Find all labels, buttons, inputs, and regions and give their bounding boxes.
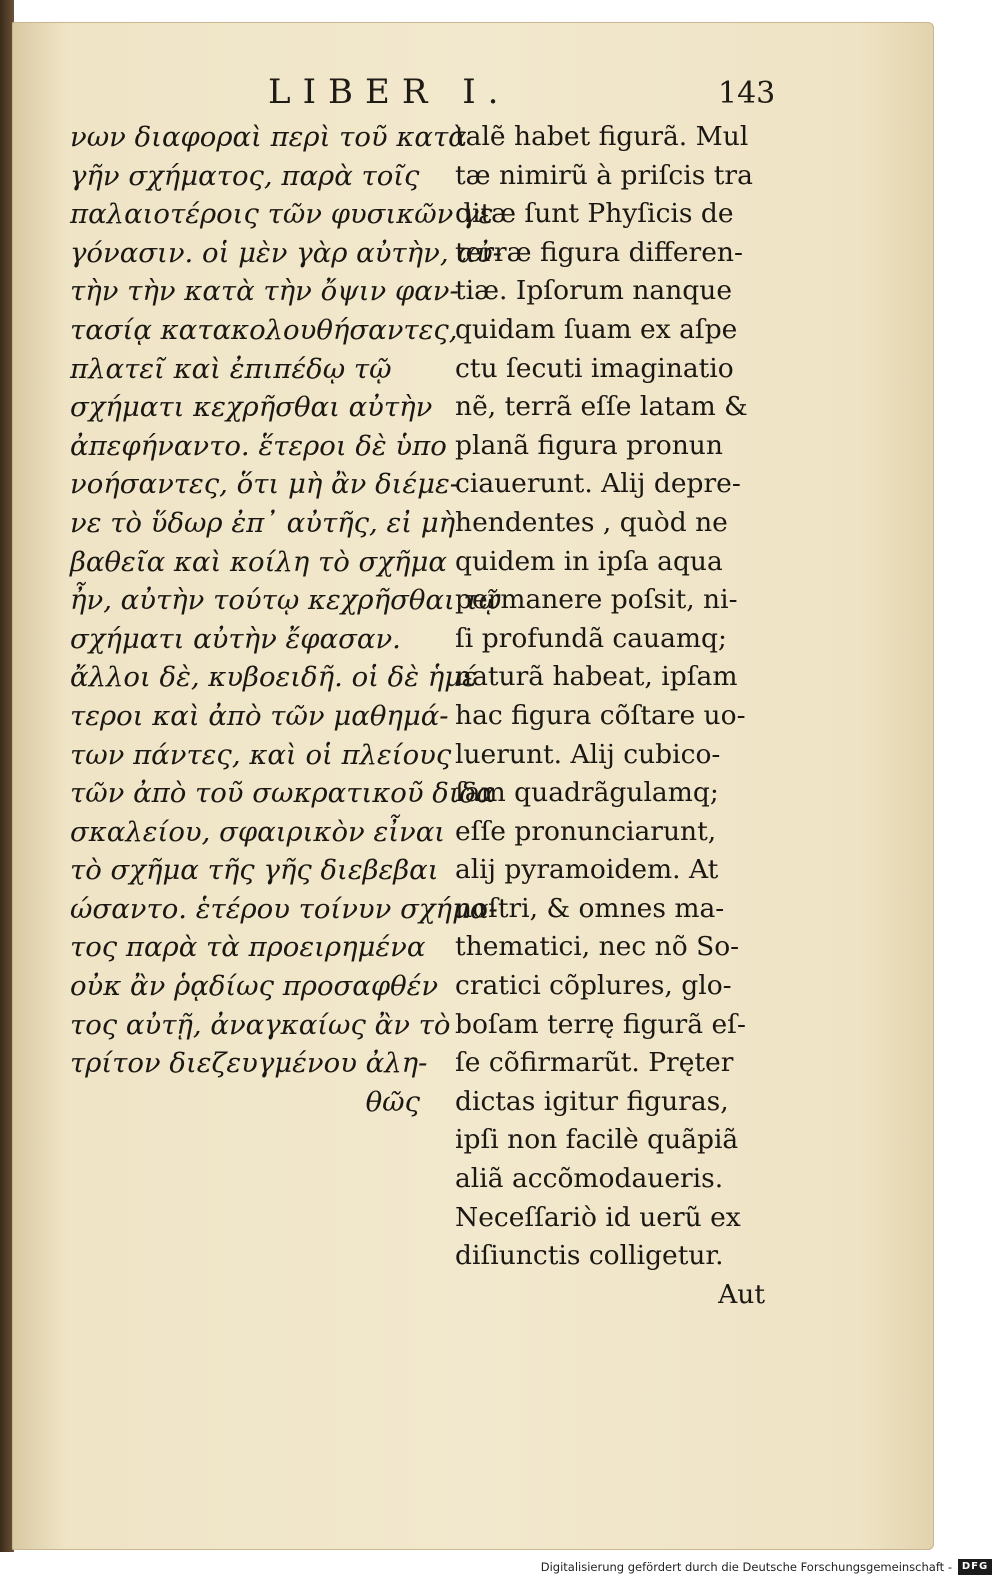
latin-line: ditæ ſunt Phyſicis de [455, 198, 734, 230]
latin-line: diſiunctis colligetur. [455, 1240, 724, 1272]
greek-line: των πάντες, καὶ οἱ πλείους [70, 738, 452, 771]
latin-line: naturã habeat, ipſam [455, 661, 738, 693]
latin-line: hendentes , quòd ne [455, 506, 728, 538]
dfg-logo: DFG [958, 1559, 992, 1575]
latin-line: tæ nimirũ à priſcis tra [455, 159, 753, 191]
greek-line: σχήματι κεχρῆσθαι αὐτὴν [70, 391, 433, 424]
latin-line: dictas igitur figuras, [455, 1085, 729, 1117]
latin-line: terræ figura differen- [455, 236, 743, 268]
latin-line: thematici, nec nõ So- [455, 931, 740, 963]
greek-line: νε τὸ ὕδωρ ἐπ᾽ αὐτῆς, εἰ μὴ [70, 506, 456, 539]
greek-line: τὴν τὴν κατὰ τὴν ὄψιν φαν- [70, 275, 459, 308]
latin-line: quidem in ipſa aqua [455, 545, 723, 577]
latin-line: aliã accõmodaueris. [455, 1163, 724, 1195]
digitization-footer [0, 1552, 1000, 1588]
greek-line: ἀπεφήναντο. ἕτεροι δὲ ὑπο [70, 429, 447, 462]
latin-line: ciauerunt. Alij depre- [455, 468, 741, 500]
latin-line: alij pyramoidem. At [455, 854, 719, 886]
greek-line: γόνασιν. οἱ μὲν γὰρ αὐτὴν, αὐ- [70, 236, 502, 269]
greek-line: σχήματι αὐτὴν ἔφασαν. [70, 622, 401, 655]
greek-line: τρίτον διεζευγμένου ἀλη- [70, 1047, 428, 1080]
greek-line: θῶς [365, 1085, 420, 1118]
latin-line: planã figura pronun [455, 429, 723, 461]
greek-text-column [70, 118, 502, 1121]
latin-text-column [455, 118, 775, 1314]
latin-line: Neceſſariò id uerũ ex [455, 1201, 741, 1233]
greek-line: βαθεῖα καὶ κοίλη τὸ σχῆμα [70, 545, 447, 578]
running-head [0, 72, 934, 122]
greek-line: γῆν σχήματος, παρὰ τοῖς [70, 159, 420, 192]
running-head-title: LIBER I. [268, 72, 511, 112]
latin-line: nẽ, terrã eſſe latam & [455, 391, 748, 423]
greek-line: οὐκ ἂν ῥᾳδίως προσαφθέν [70, 970, 439, 1003]
greek-line: παλαιοτέροις τῶν φυσικῶν γε [70, 198, 494, 231]
greek-line: τῶν ἀπὸ τοῦ σωκρατικοῦ διδα [70, 777, 495, 810]
latin-line: permanere poſsit, ni- [455, 584, 738, 616]
scan-right-margin [934, 0, 1000, 1552]
latin-line: ſam quadrãgulamq; [455, 777, 719, 809]
latin-line: boſam terrę figurã eſ- [455, 1008, 746, 1040]
scan-top-margin [12, 0, 934, 22]
latin-line: hac figura cõſtare uo- [455, 699, 746, 731]
latin-line: quidam ſuam ex aſpe [455, 313, 738, 345]
latin-line: tiæ. Ipſorum nanque [455, 275, 733, 307]
greek-line: ἄλλοι δὲ, κυβοειδῆ. οἱ δὲ ἡμέ [70, 661, 477, 694]
greek-line: ώσαντο. ἑτέρου τοίνυν σχήμα- [70, 892, 498, 925]
latin-line: ſe cõfirmarũt. Pręter [455, 1047, 734, 1079]
greek-line: σκαλείου, σφαιρικὸν εἶναι [70, 815, 446, 848]
funding-credit: Digitalisierung gefördert durch die Deutsche Forschungsgemeinschaft - [540, 1560, 952, 1574]
latin-line: talẽ habet figurã. Mul [455, 121, 749, 152]
greek-line: πλατεῖ καὶ ἐπιπέδῳ τῷ [70, 352, 392, 385]
latin-line: ſi profundã cauamq; [455, 622, 727, 654]
catchword: Aut [718, 1278, 765, 1310]
greek-line: τασίᾳ κατακολουθήσαντες, [70, 313, 458, 346]
latin-line: luerunt. Alij cubico- [455, 738, 721, 770]
greek-line: τος παρὰ τὰ προειρημένα [70, 931, 426, 964]
greek-line: ἦν, αὐτὴν τούτῳ κεχρῆσθαι τῷ [70, 584, 502, 617]
greek-line: τὸ σχῆμα τῆς γῆς διεβεβαι [70, 854, 439, 887]
latin-line: noſtri, & omnes ma- [455, 892, 725, 924]
latin-line: ctu ſecuti imaginatio [455, 352, 734, 384]
page-number: 143 [718, 76, 776, 111]
greek-line: τεροι καὶ ἀπὸ τῶν μαθημά- [70, 699, 449, 732]
latin-line: cratici cõplures, glo- [455, 970, 732, 1002]
greek-line: τος αὐτῇ, ἀναγκαίως ἂν τὸ [70, 1008, 451, 1041]
latin-line: eſſe pronunciarunt, [455, 815, 717, 847]
greek-line: νων διαφοραὶ περὶ τοῦ κατὰ [70, 121, 467, 153]
latin-line: ipſi non facilè quãpiã [455, 1124, 739, 1156]
greek-line: νοήσαντες, ὅτι μὴ ἂν διέμε- [70, 468, 460, 501]
